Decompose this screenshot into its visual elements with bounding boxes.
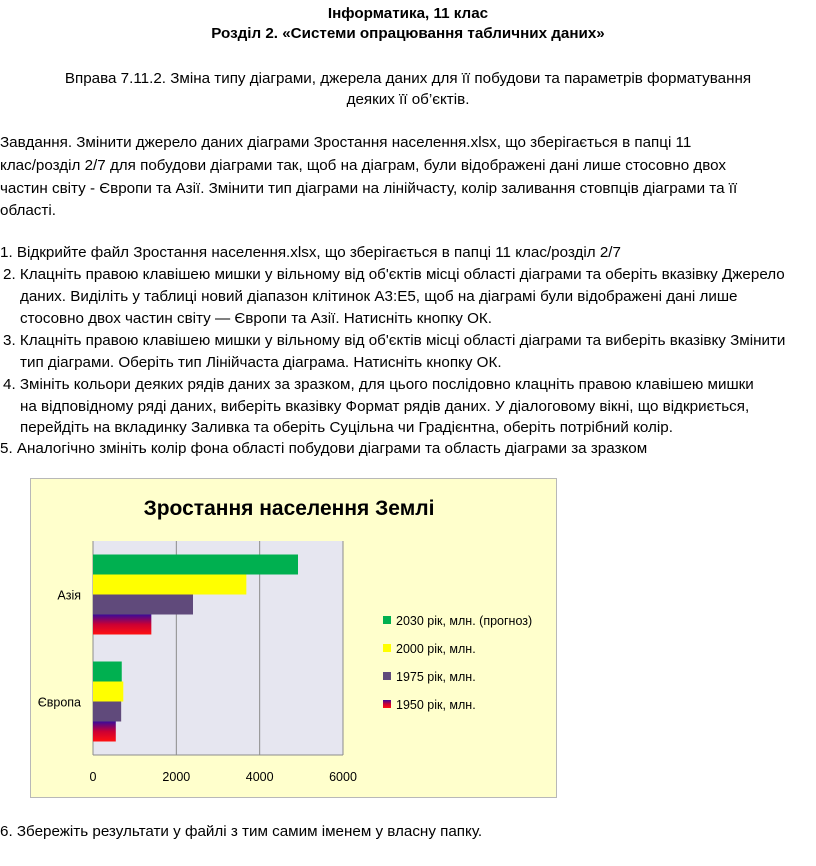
exercise-title-line-1: Вправа 7.11.2. Зміна типу діаграми, джерела даних для її побудови та параметрів форматування	[64, 70, 752, 87]
step-4-line-3: перейдіть на вкладинку Заливка та оберіть Суцільна чи Градієнтна, оберіть потрібний колір.	[20, 419, 673, 436]
step-5: 5. Аналогічно змініть колір фона області побудови діаграми та область діаграми за зразком	[0, 440, 648, 457]
exercise-title-line-2: деяких її об’єктів.	[346, 91, 470, 108]
step-2-line-3: стосовно двох частин світу — Європи та Азії. Натисніть кнопку ОК.	[20, 310, 492, 327]
legend-swatch	[383, 644, 391, 652]
bar	[93, 662, 122, 682]
category-label: Європа	[37, 695, 81, 710]
step-2-line-1: 2. Клацніть правою клавішею мишки у вільному від об'єктів місці області діаграми та оберіть вказівку Джерело	[3, 266, 785, 283]
x-tick-label: 2000	[162, 770, 191, 784]
x-tick-label: 0	[89, 770, 97, 784]
section-title: Розділ 2. «Системи опрацювання табличних даних»	[211, 25, 605, 42]
step-3-line-1: 3. Клацніть правою клавішею мишки у вільному від об'єктів місці області діаграми та виберіть вказівку Змінити	[3, 332, 786, 349]
step-1: 1. Відкрийте файл Зростання населення.xlsx, що зберігається в папці 11 клас/розділ 2/7	[0, 244, 621, 261]
bar	[93, 702, 121, 722]
legend-label: 1950 рік, млн.	[396, 698, 476, 712]
step-4-line-1: 4. Змініть кольори деяких рядів даних за зразком, для цього послідовно клацніть правою клавішею мишки	[3, 376, 754, 393]
bar	[93, 555, 298, 575]
bar	[93, 615, 151, 635]
bar	[93, 722, 116, 742]
task-line-4: області.	[0, 202, 56, 219]
bar	[93, 595, 193, 615]
legend-swatch	[383, 672, 391, 680]
chart-title: Зростання населення Землі	[143, 497, 435, 520]
course-title: Інформатика, 11 клас	[327, 5, 489, 22]
step-3-line-2: тип діаграми. Оберіть тип Лінійчаста діаграма. Натисніть кнопку ОК.	[20, 354, 502, 371]
legend-label: 2030 рік, млн. (прогноз)	[396, 614, 533, 628]
x-tick-label: 4000	[245, 770, 274, 784]
step-4-line-2: на відповідному ряді даних, виберіть вказівку Формат рядів даних. У діалоговому вікні, що відкриється,	[20, 398, 750, 415]
legend-swatch	[383, 616, 391, 624]
population-chart	[30, 478, 557, 798]
bar	[93, 575, 246, 595]
x-tick-label: 6000	[329, 770, 357, 784]
step-6: 6. Збережіть результати у файлі з тим самим іменем у власну папку.	[0, 823, 483, 840]
legend-swatch	[383, 700, 391, 708]
step-2-line-2: даних. Виділіть у таблиці новий діапазон клітинок А3:Е5, щоб на діаграмі були відображені дані лише	[20, 288, 738, 305]
legend-label: 1975 рік, млн.	[396, 670, 476, 684]
bar	[93, 682, 123, 702]
task-line-3: частин світу - Європи та Азії. Змінити тип діаграми на лінійчасту, колір заливання стовпців діаграми та її	[0, 180, 738, 197]
task-line-1: Завдання. Змінити джерело даних діаграми Зростання населення.xlsx, що зберігається в папці 11	[0, 134, 692, 151]
legend-label: 2000 рік, млн.	[396, 642, 476, 656]
task-line-2: клас/розділ 2/7 для побудови діаграми так, щоб на діаграм, були відображені дані лише стосовно двох	[0, 157, 727, 174]
category-label: Азія	[57, 588, 81, 603]
chart-canvas	[31, 479, 556, 797]
